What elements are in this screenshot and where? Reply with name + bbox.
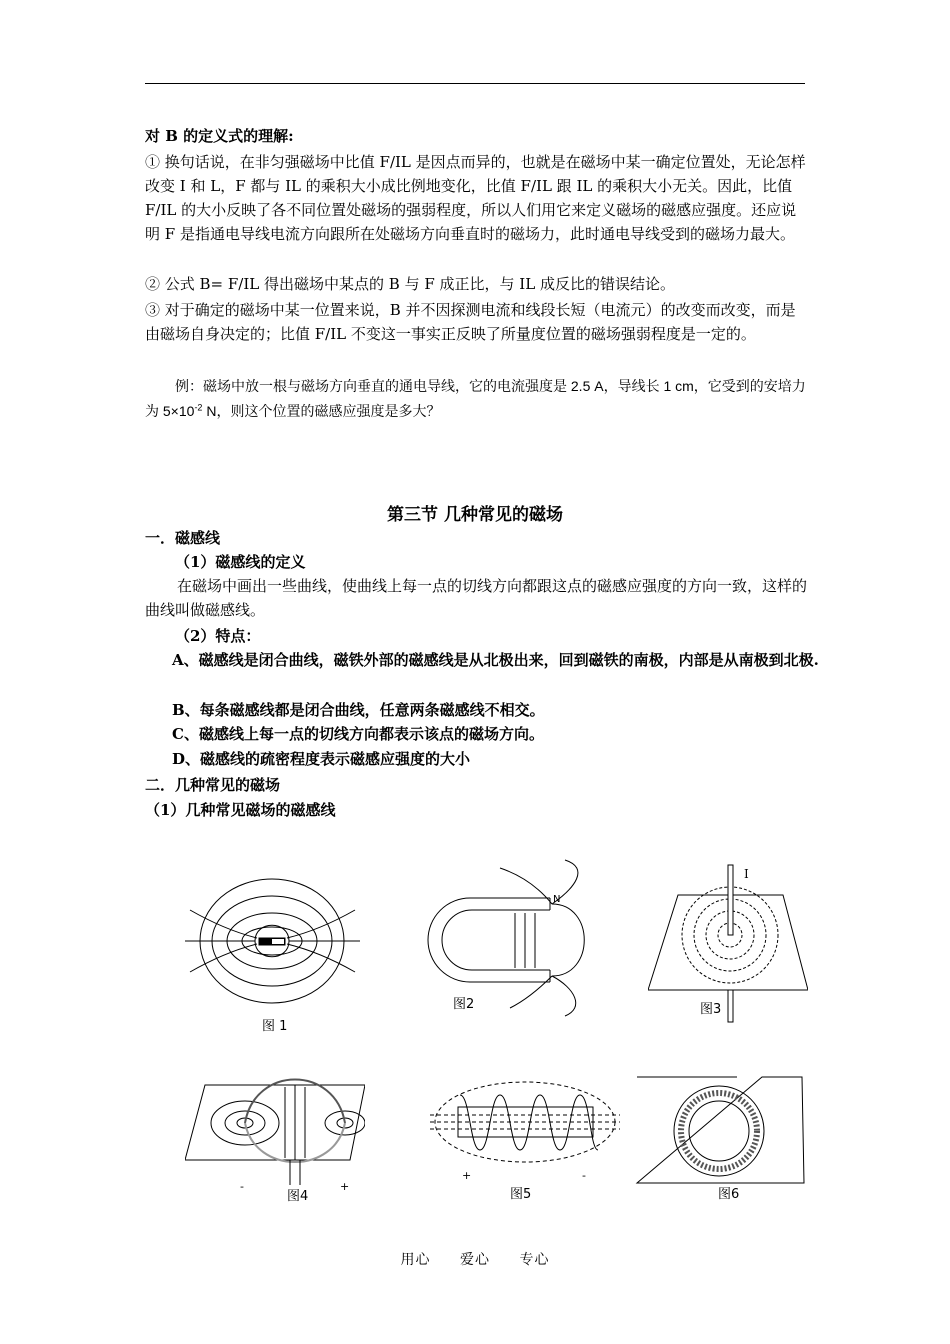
definition-text: 在磁场中画出一些曲线，使曲线上每一点的切线方向都跟这点的磁感应强度的方向一致，这样的曲线叫做磁感线。 [145,577,808,619]
figure-6-ring [632,1075,807,1185]
point-a: A、磁感线是闭合曲线，磁铁外部的磁感线是从北极出来，回到磁铁的南极，内部是从南极到北极. [172,651,819,669]
page-footer [0,1249,950,1269]
figure-2-caption: 图2 [453,997,475,1012]
section-title: 第三节 几种常见的磁场 [387,505,563,525]
figure-5-plus: + [462,1169,472,1182]
footer-text-2: 爱心 [460,1252,490,1268]
figure-2-u-magnet [415,858,600,1018]
point-d: D、磁感线的疏密程度表示磁感应强度的大小 [172,750,471,768]
definition-paragraph-1: ① 换句话说，在非匀强磁场中比值 F/IL 是因点而异的，也就是在磁场中某一确定位置处，无论怎样改变 I 和 L，F 都与 IL 的乘积大小成比例地变化，比值 F/IL 跟 IL 的乘积大小无关。因此，比值 F/IL 的大小反映了各不同位置处磁场的强弱程度，所以人们用它来定义磁场的磁感应强度。还应说明 F 是指通电导线电流方向跟所在处磁场方向垂直时的磁场力，此时通电导线受到的磁场力最大。 [145,153,806,243]
figure-5-minus: - [582,1169,586,1182]
header-rule [145,83,805,84]
part2-heading: 二．几种常见的磁场 [145,776,281,794]
example-paragraph: 例：磁场中放一根与磁场方向垂直的通电导线，它的电流强度是 2.5 A，导线长 1 cm，它受到的安培力为 $5\times 10^{-2}$ N，则这个位置的磁感应强度是多大？ [145,378,806,419]
figure-6-caption: 图6 [718,1187,740,1202]
figure-1-bar-magnet [185,870,360,1010]
definition-heading: 对 B 的定义式的理解: [145,127,294,145]
point-c: C、磁感线上每一点的切线方向都表示该点的磁场方向。 [172,725,544,743]
sub2-heading: （2）特点： [175,627,261,645]
sub1-heading: （1）磁感线的定义 [175,553,306,571]
current-label: I [744,867,749,881]
figure-4-current-loop [185,1075,365,1195]
footer-text-1: 用心 [400,1252,431,1268]
definition-paragraph-3: ③ 对于确定的磁场中某一位置来说，B 并不因探测电流和线段长短（电流元）的改变而改变，而是由磁场自身决定的；比值 F/IL 不变这一事实正反映了所量度位置的磁场强弱程度是一定的。 [145,301,796,343]
figure-3-caption: 图3 [700,1002,722,1017]
figure-1-caption: 图 1 [262,1019,288,1034]
part1-heading: 一．磁感线 [145,529,221,547]
figure-5-caption: 图5 [510,1187,532,1202]
figure-4-caption: 图4 [287,1189,309,1204]
figure-5-solenoid [430,1075,620,1185]
figure-4-minus: - [240,1180,244,1193]
figure-4-plus: + [340,1180,350,1193]
figure-3-straight-wire [648,860,808,1025]
sub3-heading: （1）几种常见磁场的磁感线 [145,801,336,819]
definition-paragraph-2: ② 公式 B= F/IL 得出磁场中某点的 B 与 F 成正比，与 IL 成反比的错误结论。 [145,275,675,293]
point-b: B、每条磁感线都是闭合曲线，任意两条磁感线不相交。 [172,701,545,719]
footer-text-3: 专心 [519,1252,550,1268]
north-pole-label: N [553,894,561,905]
